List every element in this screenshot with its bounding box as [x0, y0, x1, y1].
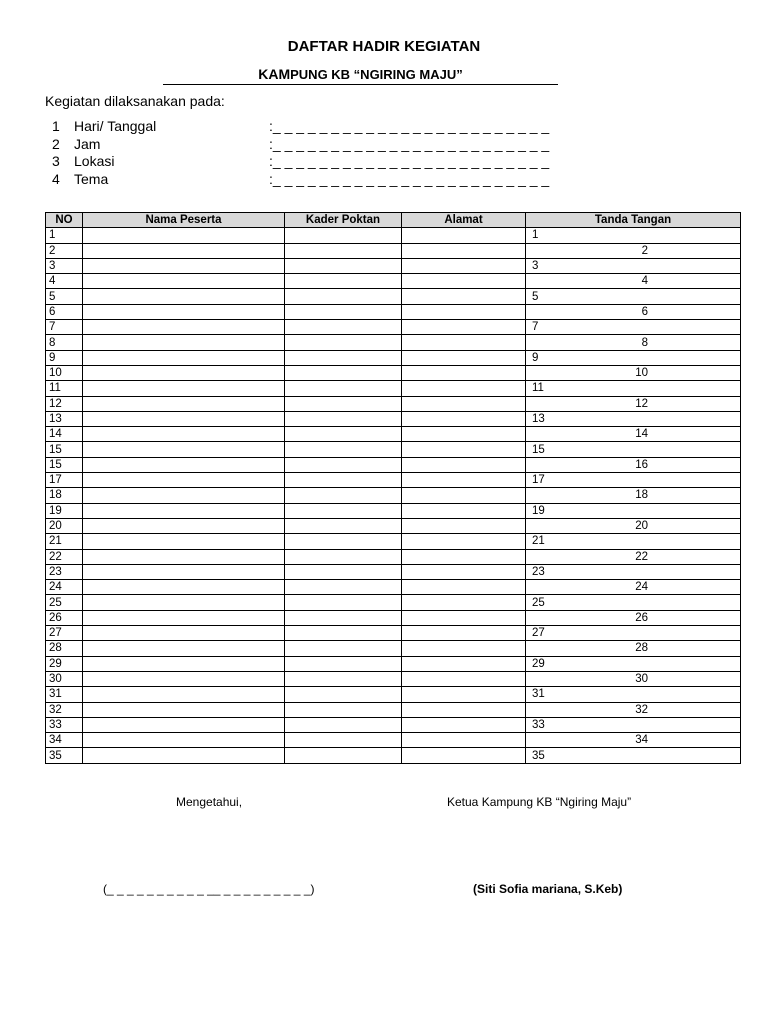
- signature-cell: 7: [526, 320, 741, 335]
- cadre-cell[interactable]: [285, 228, 402, 243]
- signature-cell: 2: [526, 243, 741, 258]
- table-row: [46, 702, 741, 717]
- participant-name-cell[interactable]: [83, 381, 285, 396]
- info-field-label: Tema: [74, 170, 109, 187]
- participant-name-cell[interactable]: [83, 610, 285, 625]
- participant-name-cell[interactable]: [83, 365, 285, 380]
- table-row: [46, 396, 741, 411]
- address-cell[interactable]: [402, 396, 526, 411]
- address-cell[interactable]: [402, 228, 526, 243]
- address-cell[interactable]: [402, 564, 526, 579]
- address-cell[interactable]: [402, 702, 526, 717]
- table-row: [46, 258, 741, 273]
- info-field-number: 4: [52, 170, 60, 187]
- signature-cell: 18: [526, 488, 741, 503]
- table-row: [46, 365, 741, 380]
- cadre-cell[interactable]: [285, 304, 402, 319]
- info-field-blank: :_ _ _ _ _ _ _ _ _ _ _ _ _ _ _ _ _ _ _ _ _ _ _ _: [269, 135, 550, 152]
- participant-name-cell[interactable]: [83, 274, 285, 289]
- info-field-number: 1: [52, 118, 60, 134]
- address-cell[interactable]: [402, 304, 526, 319]
- signature-cell: 17: [526, 473, 741, 488]
- info-field-number: 2: [52, 135, 60, 152]
- address-cell[interactable]: [402, 243, 526, 258]
- row-number-cell: 26: [46, 610, 83, 625]
- row-number-cell: 27: [46, 626, 83, 641]
- info-field-theme: [52, 171, 572, 189]
- signature-cell: 33: [526, 717, 741, 732]
- signature-cell: 6: [526, 304, 741, 319]
- cadre-cell[interactable]: [285, 564, 402, 579]
- cadre-cell[interactable]: [285, 488, 402, 503]
- table-row: [46, 503, 741, 518]
- address-cell[interactable]: [402, 687, 526, 702]
- cadre-cell[interactable]: [285, 396, 402, 411]
- signature-cell: 13: [526, 411, 741, 426]
- cadre-cell[interactable]: [285, 733, 402, 748]
- row-number-cell: 6: [46, 304, 83, 319]
- cadre-cell[interactable]: [285, 335, 402, 350]
- row-number-cell: 15: [46, 457, 83, 472]
- address-cell[interactable]: [402, 442, 526, 457]
- intro-text: Kegiatan dilaksanakan pada:: [45, 93, 225, 109]
- participant-name-cell[interactable]: [83, 228, 285, 243]
- row-number-cell: 21: [46, 534, 83, 549]
- table-row: [46, 457, 741, 472]
- cadre-cell[interactable]: [285, 748, 402, 763]
- row-number-cell: 17: [46, 473, 83, 488]
- cadre-cell[interactable]: [285, 626, 402, 641]
- signature-cell: 9: [526, 350, 741, 365]
- address-cell[interactable]: [402, 381, 526, 396]
- signature-cell: 16: [526, 457, 741, 472]
- row-number-cell: 33: [46, 717, 83, 732]
- signature-cell: 1: [526, 228, 741, 243]
- table-row: [46, 304, 741, 319]
- signature-cell: 22: [526, 549, 741, 564]
- cadre-cell[interactable]: [285, 381, 402, 396]
- table-row: [46, 243, 741, 258]
- row-number-cell: 12: [46, 396, 83, 411]
- table-row: [46, 518, 741, 533]
- acknowledged-caption: Mengetahui,: [176, 795, 243, 809]
- participant-name-cell[interactable]: [83, 350, 285, 365]
- info-field-location: [52, 153, 572, 171]
- column-header-name: Nama Peserta: [83, 213, 285, 228]
- chair-caption: Ketua Kampung KB “Ngiring Maju”: [447, 795, 632, 809]
- cadre-cell[interactable]: [285, 457, 402, 472]
- signature-cell: 29: [526, 656, 741, 671]
- page-title: DAFTAR HADIR KEGIATAN: [287, 38, 481, 55]
- address-cell[interactable]: [402, 748, 526, 763]
- info-field-number: 3: [52, 153, 60, 169]
- row-number-cell: 3: [46, 258, 83, 273]
- attendance-table: [45, 212, 741, 764]
- address-cell[interactable]: [402, 289, 526, 304]
- participant-name-cell[interactable]: [83, 411, 285, 426]
- participant-name-cell[interactable]: [83, 320, 285, 335]
- table-header-row: [46, 213, 741, 228]
- row-number-cell: 24: [46, 580, 83, 595]
- cadre-cell[interactable]: [285, 503, 402, 518]
- row-number-cell: 19: [46, 503, 83, 518]
- participant-name-cell[interactable]: [83, 427, 285, 442]
- cadre-cell[interactable]: [285, 656, 402, 671]
- signature-cell: 12: [526, 396, 741, 411]
- table-row: [46, 473, 741, 488]
- cadre-cell[interactable]: [285, 274, 402, 289]
- participant-name-cell[interactable]: [83, 641, 285, 656]
- participant-name-cell[interactable]: [83, 534, 285, 549]
- address-cell[interactable]: [402, 580, 526, 595]
- signature-cell: 5: [526, 289, 741, 304]
- cadre-cell[interactable]: [285, 534, 402, 549]
- cadre-cell[interactable]: [285, 549, 402, 564]
- participant-name-cell[interactable]: [83, 626, 285, 641]
- participant-name-cell[interactable]: [83, 733, 285, 748]
- page-subtitle: [163, 66, 558, 85]
- address-cell[interactable]: [402, 610, 526, 625]
- row-number-cell: 9: [46, 350, 83, 365]
- cadre-cell[interactable]: [285, 610, 402, 625]
- address-cell[interactable]: [402, 503, 526, 518]
- cadre-cell[interactable]: [285, 320, 402, 335]
- subtitle-rest: PUNG KB “NGIRING MAJU”: [290, 67, 463, 82]
- row-number-cell: 13: [46, 411, 83, 426]
- address-cell[interactable]: [402, 258, 526, 273]
- cadre-cell[interactable]: [285, 365, 402, 380]
- signature-cell: 11: [526, 381, 741, 396]
- signature-cell: 23: [526, 564, 741, 579]
- column-header-no: NO: [46, 213, 83, 228]
- address-cell[interactable]: [402, 457, 526, 472]
- participant-name-cell[interactable]: [83, 335, 285, 350]
- cadre-cell[interactable]: [285, 641, 402, 656]
- signature-cell: 25: [526, 595, 741, 610]
- cadre-cell[interactable]: [285, 427, 402, 442]
- signature-cell: 24: [526, 580, 741, 595]
- address-cell[interactable]: [402, 473, 526, 488]
- row-number-cell: 29: [46, 656, 83, 671]
- cadre-cell[interactable]: [285, 702, 402, 717]
- info-field-date: [52, 118, 572, 136]
- table-row: [46, 335, 741, 350]
- subtitle-prefix: KAM: [258, 66, 291, 82]
- address-cell[interactable]: [402, 534, 526, 549]
- table-row: [46, 564, 741, 579]
- table-row: [46, 488, 741, 503]
- cadre-cell[interactable]: [285, 411, 402, 426]
- address-cell[interactable]: [402, 733, 526, 748]
- participant-name-cell[interactable]: [83, 702, 285, 717]
- cadre-cell[interactable]: [285, 595, 402, 610]
- cadre-cell[interactable]: [285, 289, 402, 304]
- row-number-cell: 11: [46, 381, 83, 396]
- participant-name-cell[interactable]: [83, 671, 285, 686]
- info-field-blank: :_ _ _ _ _ _ _ _ _ _ _ _ _ _ _ _ _ _ _ _ _ _ _ _: [269, 170, 550, 187]
- info-field-label: Jam: [74, 135, 101, 152]
- participant-name-cell[interactable]: [83, 717, 285, 732]
- participant-name-cell[interactable]: [83, 564, 285, 579]
- cadre-cell[interactable]: [285, 717, 402, 732]
- row-number-cell: 18: [46, 488, 83, 503]
- row-number-cell: 23: [46, 564, 83, 579]
- row-number-cell: 31: [46, 687, 83, 702]
- table-row: [46, 687, 741, 702]
- address-cell[interactable]: [402, 320, 526, 335]
- signature-cell: 28: [526, 641, 741, 656]
- table-row: [46, 228, 741, 243]
- attendance-table-body: [46, 228, 741, 763]
- participant-name-cell[interactable]: [83, 549, 285, 564]
- cadre-cell[interactable]: [285, 671, 402, 686]
- table-row: [46, 534, 741, 549]
- address-cell[interactable]: [402, 717, 526, 732]
- signature-cell: 4: [526, 274, 741, 289]
- info-field-blank: :_ _ _ _ _ _ _ _ _ _ _ _ _ _ _ _ _ _ _ _ _ _ _ _: [269, 118, 550, 134]
- row-number-cell: 35: [46, 748, 83, 763]
- signature-cell: 8: [526, 335, 741, 350]
- table-row: [46, 289, 741, 304]
- signature-cell: 21: [526, 534, 741, 549]
- signature-cell: 20: [526, 518, 741, 533]
- row-number-cell: 30: [46, 671, 83, 686]
- row-number-cell: 1: [46, 228, 83, 243]
- cadre-cell[interactable]: [285, 687, 402, 702]
- address-cell[interactable]: [402, 411, 526, 426]
- row-number-cell: 4: [46, 274, 83, 289]
- table-row: [46, 442, 741, 457]
- signature-cell: 32: [526, 702, 741, 717]
- row-number-cell: 14: [46, 427, 83, 442]
- info-field-label: Hari/ Tanggal: [74, 118, 157, 134]
- row-number-cell: 34: [46, 733, 83, 748]
- address-cell[interactable]: [402, 549, 526, 564]
- row-number-cell: 2: [46, 243, 83, 258]
- table-row: [46, 656, 741, 671]
- address-cell[interactable]: [402, 427, 526, 442]
- cadre-cell[interactable]: [285, 442, 402, 457]
- row-number-cell: 25: [46, 595, 83, 610]
- info-field-blank: :_ _ _ _ _ _ _ _ _ _ _ _ _ _ _ _ _ _ _ _ _ _ _ _: [269, 153, 550, 169]
- cadre-cell[interactable]: [285, 580, 402, 595]
- address-cell[interactable]: [402, 335, 526, 350]
- address-cell[interactable]: [402, 350, 526, 365]
- row-number-cell: 15: [46, 442, 83, 457]
- signature-cell: 15: [526, 442, 741, 457]
- address-cell[interactable]: [402, 671, 526, 686]
- info-field-time: [52, 136, 572, 154]
- participant-name-cell[interactable]: [83, 518, 285, 533]
- signature-cell: 10: [526, 365, 741, 380]
- signature-cell: 3: [526, 258, 741, 273]
- participant-name-cell[interactable]: [83, 503, 285, 518]
- participant-name-cell[interactable]: [83, 488, 285, 503]
- participant-name-cell[interactable]: [83, 473, 285, 488]
- table-row: [46, 580, 741, 595]
- row-number-cell: 8: [46, 335, 83, 350]
- table-row: [46, 626, 741, 641]
- participant-name-cell[interactable]: [83, 442, 285, 457]
- column-header-address: Alamat: [402, 213, 526, 228]
- row-number-cell: 32: [46, 702, 83, 717]
- table-row: [46, 671, 741, 686]
- table-row: [46, 320, 741, 335]
- table-row: [46, 610, 741, 625]
- participant-name-cell[interactable]: [83, 243, 285, 258]
- participant-name-cell[interactable]: [83, 396, 285, 411]
- participant-name-cell[interactable]: [83, 258, 285, 273]
- signature-cell: 26: [526, 610, 741, 625]
- table-row: [46, 733, 741, 748]
- table-row: [46, 748, 741, 763]
- cadre-cell[interactable]: [285, 518, 402, 533]
- table-row: [46, 427, 741, 442]
- column-header-cadre: Kader Poktan: [285, 213, 402, 228]
- signature-cell: 19: [526, 503, 741, 518]
- row-number-cell: 10: [46, 365, 83, 380]
- table-row: [46, 717, 741, 732]
- table-row: [46, 641, 741, 656]
- cadre-cell[interactable]: [285, 473, 402, 488]
- participant-name-cell[interactable]: [83, 656, 285, 671]
- participant-name-cell[interactable]: [83, 748, 285, 763]
- table-row: [46, 595, 741, 610]
- info-field-label: Lokasi: [74, 153, 115, 169]
- address-cell[interactable]: [402, 488, 526, 503]
- table-row: [46, 350, 741, 365]
- table-row: [46, 549, 741, 564]
- cadre-cell[interactable]: [285, 258, 402, 273]
- address-cell[interactable]: [402, 365, 526, 380]
- column-header-signature: Tanda Tangan: [526, 213, 741, 228]
- participant-name-cell[interactable]: [83, 580, 285, 595]
- row-number-cell: 20: [46, 518, 83, 533]
- address-cell[interactable]: [402, 518, 526, 533]
- signature-cell: 35: [526, 748, 741, 763]
- row-number-cell: 5: [46, 289, 83, 304]
- cadre-cell[interactable]: [285, 350, 402, 365]
- table-row: [46, 381, 741, 396]
- address-cell[interactable]: [402, 626, 526, 641]
- participant-name-cell[interactable]: [83, 687, 285, 702]
- acknowledger-name-blank: (_ _ _ _ _ _ _ _ _ _ __ _ _ _ _ _ _ _ _ _): [103, 882, 315, 896]
- participant-name-cell[interactable]: [83, 457, 285, 472]
- address-cell[interactable]: [402, 595, 526, 610]
- row-number-cell: 22: [46, 549, 83, 564]
- cadre-cell[interactable]: [285, 243, 402, 258]
- participant-name-cell[interactable]: [83, 289, 285, 304]
- address-cell[interactable]: [402, 656, 526, 671]
- signature-cell: 27: [526, 626, 741, 641]
- address-cell[interactable]: [402, 641, 526, 656]
- address-cell[interactable]: [402, 274, 526, 289]
- signature-cell: 31: [526, 687, 741, 702]
- signature-cell: 14: [526, 427, 741, 442]
- signature-cell: 30: [526, 671, 741, 686]
- table-row: [46, 274, 741, 289]
- signature-cell: 34: [526, 733, 741, 748]
- chair-name: (Siti Sofia mariana, S.Keb): [473, 882, 623, 896]
- info-fields: [52, 118, 572, 188]
- row-number-cell: 28: [46, 641, 83, 656]
- participant-name-cell[interactable]: [83, 595, 285, 610]
- table-row: [46, 411, 741, 426]
- participant-name-cell[interactable]: [83, 304, 285, 319]
- row-number-cell: 7: [46, 320, 83, 335]
